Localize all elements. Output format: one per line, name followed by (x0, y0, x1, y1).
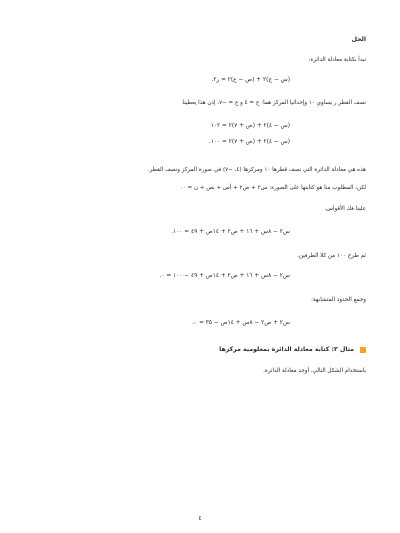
example-bullet-icon (360, 347, 366, 353)
paragraph-combine: وجمع الحدود المتشابهة: (311, 297, 366, 303)
paragraph-example-prompt: باستخدام الشكل التالي، أوجد معادلة الدائرة. (263, 368, 366, 374)
equation-general-form: (س − ج)٢ + (ص − ع)٢ = ر٢. (211, 77, 290, 83)
page-number: ٤ (198, 515, 202, 522)
example-heading: مثال ٢: كتابة معادلة الدائرة بمعلومية مركزها (219, 346, 354, 353)
paragraph-radius-center: نصف القطر ر يساوي ١٠ وإحداثيا المركز هما: ج = ٤ و ع = −٧، إذن هذا يعطينا (182, 100, 366, 106)
equation-substituted: (س − ٤)٢ + (ص + ٧)٢ = ١٠٢ (210, 123, 290, 129)
paragraph-subtract: ثم طرح ١٠٠ من كلا الطرفين. (297, 253, 366, 259)
equation-simplified: (س − ٤)٢ + (ص + ٧)٢ = ١٠٠. (208, 139, 290, 145)
equation-expanded: س٢ − ٨س + ١٦ + ص٢ + ١٤ص + ٤٩ = ١٠٠. (171, 229, 290, 235)
solution-heading: الحل (351, 36, 366, 43)
equation-final: س٢ + ص٢ − ٨س + ١٤ص − ٣٥ = ٠. (192, 320, 290, 326)
paragraph-required-form: لكن، المطلوب منا هو كتابتها على الصورة: س٢ + ص٢ + أس + بص + ن = ٠. (180, 185, 366, 191)
paragraph-center-radius-form: هذه هي معادلة الدائرة التي نصف قطرها ١٠ ومركزها (٤، −٧) في صورة المركز ونصف القطر. (147, 167, 366, 173)
paragraph-intro: نبدأ بكتابة معادلة الدائرة: (308, 57, 366, 63)
paragraph-expand: علينا فك الأقواس. (324, 206, 366, 212)
equation-subtracted: س٢ − ٨س + ١٦ + ص٢ + ١٤ص + ٤٩ − ١٠٠ = ٠. (159, 273, 290, 279)
